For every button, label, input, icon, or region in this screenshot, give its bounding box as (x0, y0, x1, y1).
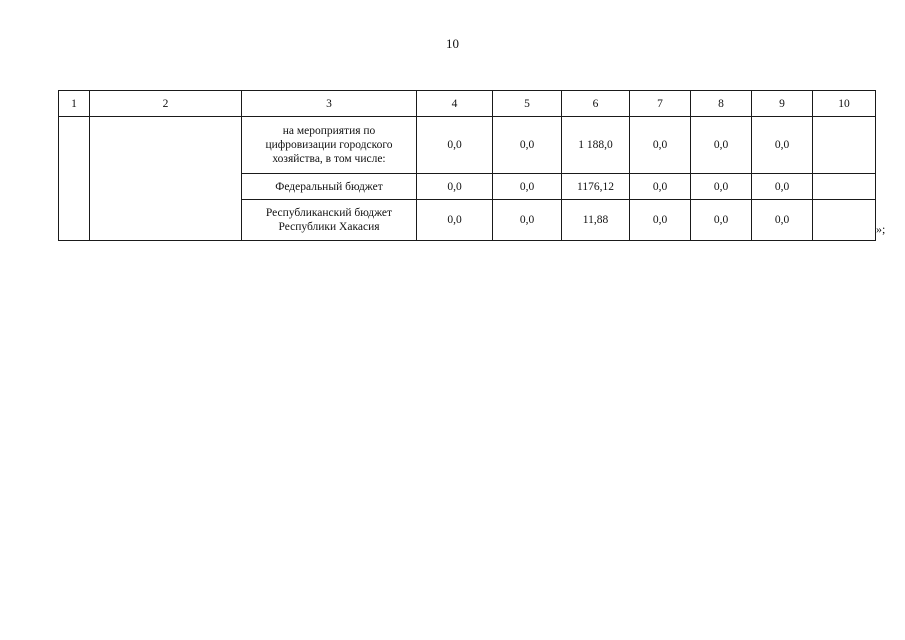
page-number: 10 (446, 36, 459, 51)
table-cell: 0,0 (630, 200, 691, 241)
budget-table (58, 90, 876, 241)
table-cell: 0,0 (630, 174, 691, 200)
column-header: 9 (752, 91, 813, 117)
table-cell: 0,0 (691, 200, 752, 241)
empty-cell (59, 117, 90, 241)
column-header: 8 (691, 91, 752, 117)
table-cell: 0,0 (691, 174, 752, 200)
column-header: 10 (813, 91, 876, 117)
table-cell: 0,0 (752, 200, 813, 241)
column-header: 6 (562, 91, 630, 117)
column-header: 2 (90, 91, 242, 117)
table-header-row (59, 91, 876, 117)
column-header: 7 (630, 91, 691, 117)
table-cell (813, 117, 876, 174)
table-cell (813, 200, 876, 241)
column-header: 1 (59, 91, 90, 117)
table-cell: 0,0 (630, 117, 691, 174)
table-cell: 0,0 (493, 117, 562, 174)
table-cell: 0,0 (752, 174, 813, 200)
table-cell: 0,0 (493, 200, 562, 241)
table-cell: 1176,12 (562, 174, 630, 200)
table-row (59, 117, 876, 174)
column-header: 4 (417, 91, 493, 117)
empty-cell (90, 117, 242, 241)
table-cell: 0,0 (417, 200, 493, 241)
row-label: на мероприятия по цифровизации городского хозяйства, в том числе: (242, 117, 417, 174)
row-label: Федеральный бюджет (242, 174, 417, 200)
table-cell: 11,88 (562, 200, 630, 241)
closing-quote-mark: »; (876, 222, 886, 236)
table-cell: 0,0 (417, 174, 493, 200)
table-cell: 0,0 (417, 117, 493, 174)
column-header: 5 (493, 91, 562, 117)
table-cell: 0,0 (752, 117, 813, 174)
table-cell: 0,0 (493, 174, 562, 200)
table-cell: 0,0 (691, 117, 752, 174)
row-label: Республиканский бюджет Республики Хакасия (242, 200, 417, 241)
table-cell (813, 174, 876, 200)
column-header: 3 (242, 91, 417, 117)
table-cell: 1 188,0 (562, 117, 630, 174)
